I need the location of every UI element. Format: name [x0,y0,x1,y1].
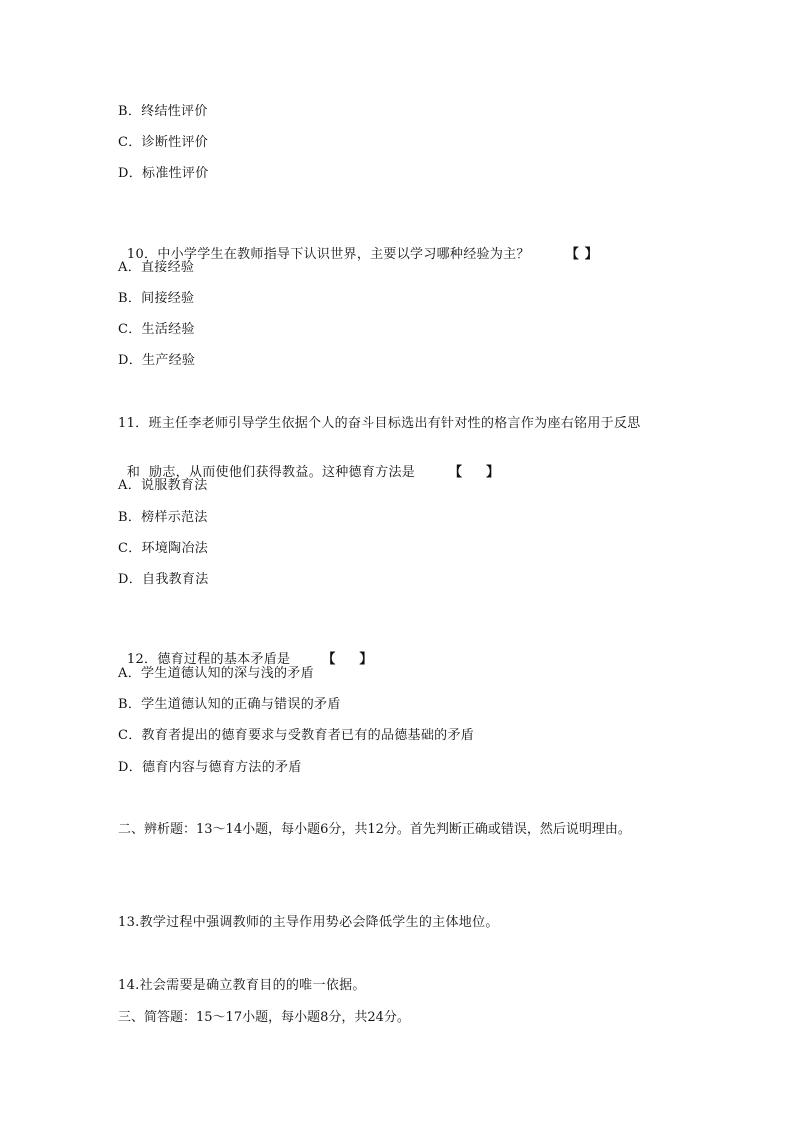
q12-bracket-open: 【 [322,652,336,667]
q9-option-d: D．标准性评价 [118,166,209,181]
q11-option-c: C．环境陶冶法 [118,541,209,556]
q12-stem: 12．德育过程的基本矛盾是 [126,652,291,667]
q11-option-b: B．榜样示范法 [118,510,208,525]
q12-option-b: B．学生道德认知的正确与错误的矛盾 [118,697,341,712]
q10-bracket-close: 】 [584,247,598,262]
q13-stem: 13.教学过程中强调教师的主导作用势必会降低学生的主体地位。 [118,915,499,930]
q10-stem: 10．中小学学生在教师指导下认识世界，主要以学习哪种经验为主？ [126,247,530,262]
q11-answer-bracket [449,464,499,482]
q12-option-a: A．学生道德认知的深与浅的矛盾 [118,666,314,681]
section3-heading: 三、简答题：15～17小题，每小题8分，共24分。 [118,1010,410,1025]
q10-bracket-open: 【 [565,247,579,262]
q12-bracket-close: 】 [359,652,373,667]
q12-stem-line [118,633,372,669]
q10-answer-bracket [566,246,598,264]
q12-answer-bracket [322,651,372,669]
section2-heading: 二、辨析题：13～14小题，每小题6分，共12分。首先判断正确或错误，然后说明理由。 [118,822,631,837]
q10-option-d: D．生产经验 [118,353,196,368]
q10-option-b: B．间接经验 [118,291,195,306]
q11-stem-line1: 11．班主任李老师引导学生依据个人的奋斗目标选出有针对性的格言作为座右铭用于反思 [118,416,641,431]
q10-option-c: C．生活经验 [118,322,195,337]
q11-bracket-close: 】 [486,465,500,480]
q10-option-a: A．直接经验 [118,260,195,275]
q11-option-d: D．自我教育法 [118,572,209,587]
q12-option-c: C．教育者提出的德育要求与受教育者已有的品德基础的矛盾 [118,728,475,743]
q11-option-a: A．说服教育法 [118,478,208,493]
q12-option-d: D．德育内容与德育方法的矛盾 [118,760,302,775]
q11-stem: 和 励志，从而使他们获得教益。这种德育方法是 [126,465,416,480]
q11-bracket-open: 【 [449,465,463,480]
q9-option-b: B．终结性评价 [118,104,208,119]
q14-stem: 14.社会需要是确立教育目的的唯一依据。 [118,978,366,993]
q9-option-c: C．诊断性评价 [118,135,209,150]
